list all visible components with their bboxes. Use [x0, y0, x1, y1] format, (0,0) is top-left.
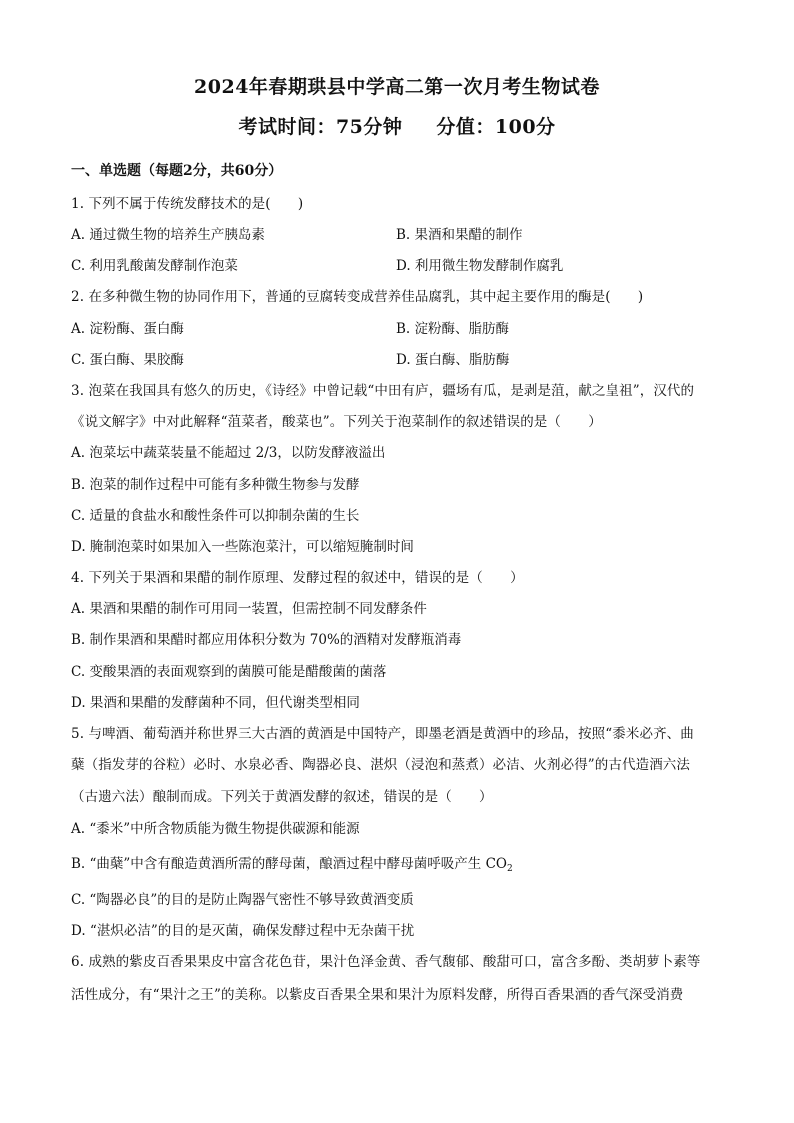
- exam-time: 考试时间：75分钟: [238, 116, 403, 138]
- question-5-option-c: C. “陶器必良”的目的是防止陶器气密性不够导致黄酒变质: [71, 892, 414, 908]
- question-5-option-b: [71, 852, 513, 874]
- question-5-stem-line-3: （古遗六法）酿制而成。下列关于黄酒发酵的叙述，错误的是（ ）: [71, 789, 493, 805]
- question-4-option-d: D. 果酒和果醋的发酵菌种不同，但代谢类型相同: [71, 695, 360, 711]
- exam-info: [0, 112, 794, 139]
- question-2-stem: 2. 在多种微生物的协同作用下，普通的豆腐转变成营养佳品腐乳，其中起主要作用的酶是( ): [71, 289, 644, 305]
- question-2-option-a: A. 淀粉酶、蛋白酶: [71, 321, 184, 337]
- question-6-stem-line-1: 6. 成熟的紫皮百香果果皮中富含花色苷，果汁色泽金黄、香气馥郁、酸甜可口，富含多酚、类胡萝卜素等: [71, 954, 701, 970]
- co2-subscript: 2: [507, 864, 513, 874]
- question-2-option-b: B. 淀粉酶、脂肪酶: [396, 321, 510, 337]
- question-3-option-b: B. 泡菜的制作过程中可能有多种微生物参与发酵: [71, 477, 360, 493]
- question-5-stem-line-2: 蘖（指发芽的谷粒）必时、水泉必香、陶器必良、湛炽（浸泡和蒸煮）必洁、火剂必得”的古代造酒六法: [71, 757, 690, 773]
- question-4-option-c: C. 变酸果酒的表面观察到的菌膜可能是醋酸菌的菌落: [71, 664, 387, 680]
- question-1-option-a: A. 通过微生物的培养生产胰岛素: [71, 227, 265, 243]
- exam-score: 分值：100分: [436, 116, 556, 138]
- question-5-option-d: D. “湛炽必洁”的目的是灭菌，确保发酵过程中无杂菌干扰: [71, 923, 415, 939]
- question-1-option-b: B. 果酒和果醋的制作: [396, 227, 523, 243]
- question-2-option-c: C. 蛋白酶、果胶酶: [71, 352, 184, 368]
- section-heading: 一、单选题（每题2分，共60分）: [71, 163, 283, 179]
- question-4-option-b: B. 制作果酒和果醋时都应用体积分数为 70%的酒精对发酵瓶消毒: [71, 632, 462, 648]
- question-5-option-a: A. “黍米”中所含物质能为微生物提供碳源和能源: [71, 821, 360, 837]
- question-4-option-a: A. 果酒和果醋的制作可用同一装置，但需控制不同发酵条件: [71, 601, 427, 617]
- question-3-stem-line-1: 3. 泡菜在我国具有悠久的历史，《诗经》中曾记载“中田有庐，疆场有瓜，是剥是菹，献之皇祖”，汉代的: [71, 383, 695, 399]
- question-3-stem-line-2: 《说文解字》中对此解释“菹菜者，酸菜也”。下列关于泡菜制作的叙述错误的是（ ）: [71, 414, 602, 430]
- question-6-stem-line-2: 活性成分，有“果汁之王”的美称。以紫皮百香果全果和果汁为原料发酵，所得百香果酒的香气深受消费: [71, 987, 684, 1003]
- exam-title: 2024年春期珙县中学高二第一次月考生物试卷: [194, 76, 600, 98]
- question-1-option-d: D. 利用微生物发酵制作腐乳: [396, 258, 564, 274]
- question-5-stem-line-1: 5. 与啤酒、葡萄酒并称世界三大古酒的黄酒是中国特产，即墨老酒是黄酒中的珍品，按照“黍米必齐、曲: [71, 726, 694, 742]
- question-1-stem: 1. 下列不属于传统发酵技术的是( ): [71, 196, 304, 212]
- question-4-stem: 4. 下列关于果酒和果醋的制作原理、发酵过程的叙述中，错误的是（ ）: [71, 570, 524, 586]
- question-5-option-b-text: B. “曲蘖”中含有酿造黄酒所需的酵母菌，酿酒过程中酵母菌呼吸产生 CO: [71, 856, 507, 872]
- question-2-option-d: D. 蛋白酶、脂肪酶: [396, 352, 510, 368]
- question-3-option-c: C. 适量的食盐水和酸性条件可以抑制杂菌的生长: [71, 508, 360, 524]
- question-3-option-a: A. 泡菜坛中蔬菜装量不能超过 2/3，以防发酵液溢出: [71, 445, 386, 461]
- question-1-option-c: C. 利用乳酸菌发酵制作泡菜: [71, 258, 238, 274]
- question-3-option-d: D. 腌制泡菜时如果加入一些陈泡菜汁，可以缩短腌制时间: [71, 539, 414, 555]
